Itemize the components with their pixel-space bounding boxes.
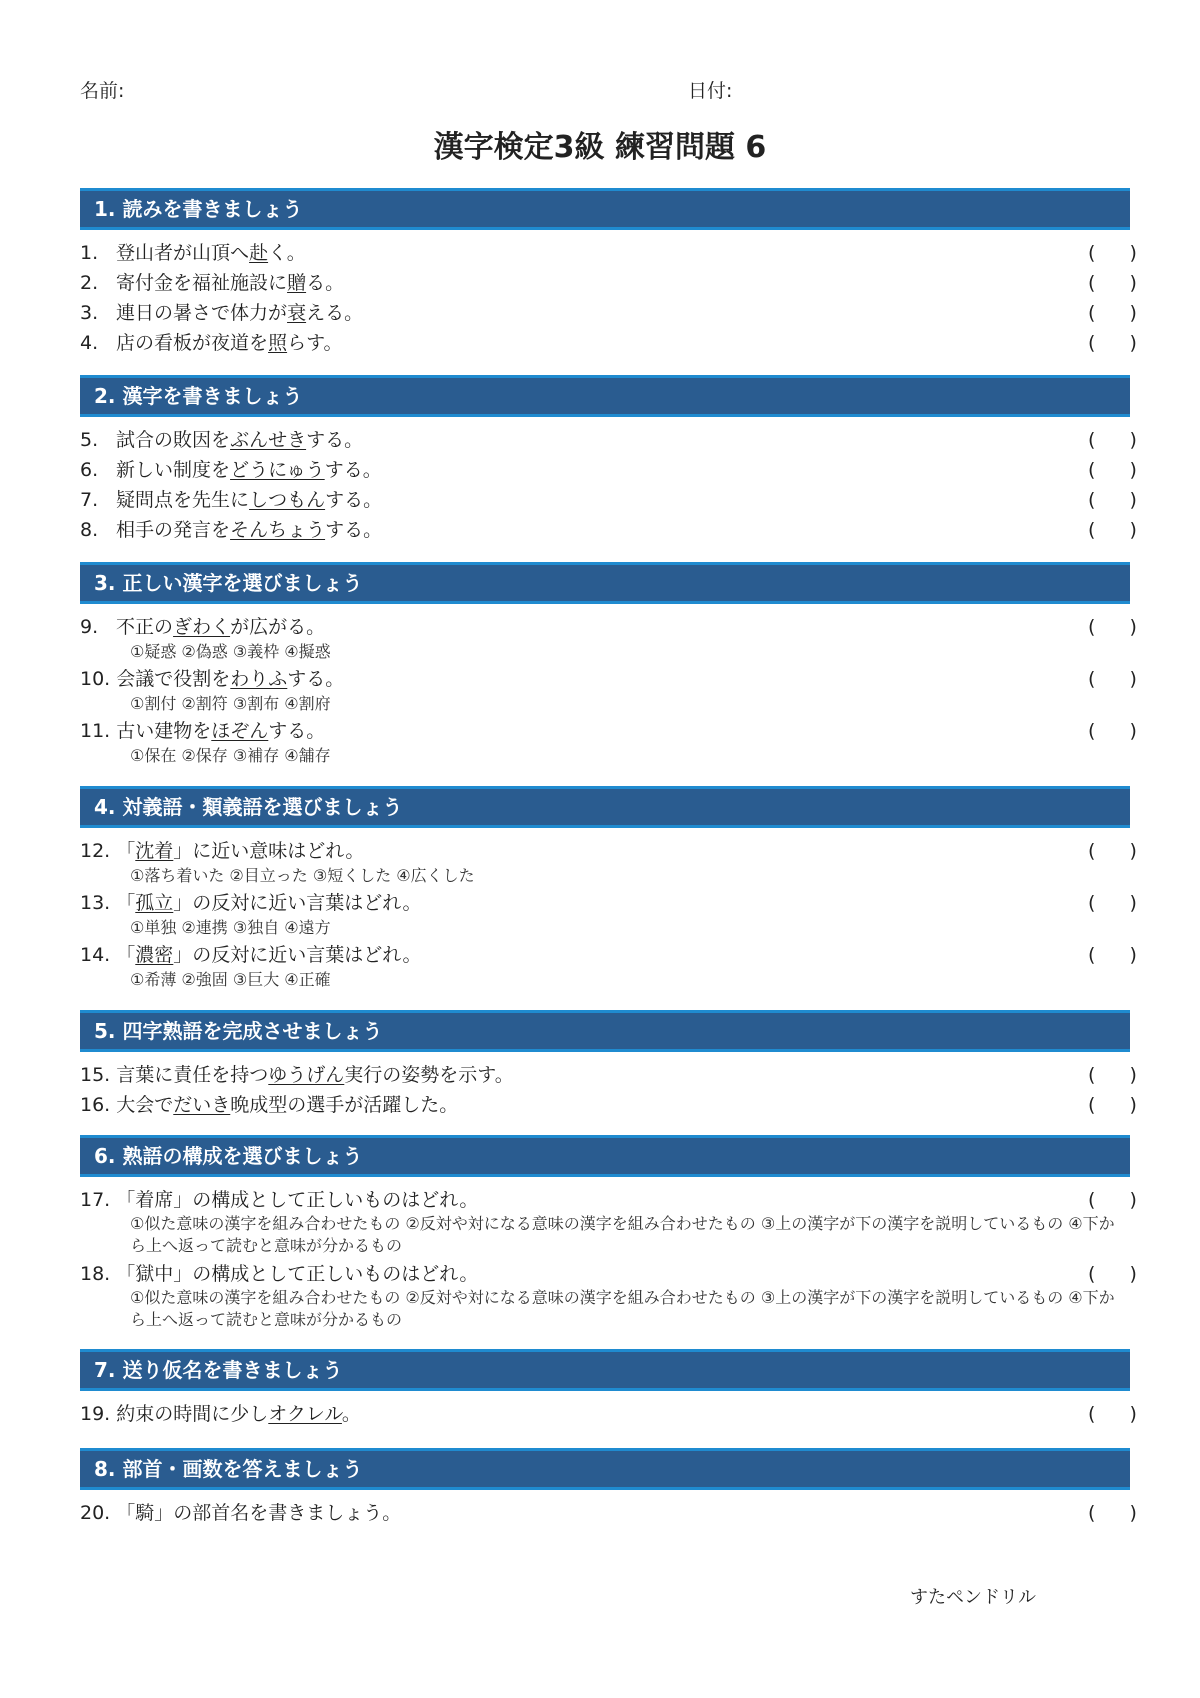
question-12: 12. 「沈着」に近い意味はどれ。 [80, 840, 365, 862]
target-word: どうにゅう [230, 459, 325, 481]
section-header-okurigana: 7. 送り仮名を書きましょう [80, 1349, 1130, 1391]
answer-box-11[interactable]: ( ) [1088, 720, 1151, 742]
answer-box-4[interactable]: ( ) [1088, 332, 1151, 354]
question-11: 11. 古い建物をほぞんする。 [80, 720, 326, 742]
answer-box-14[interactable]: ( ) [1088, 944, 1151, 966]
worksheet-title: 漢字検定3級 練習問題 6 [433, 130, 767, 165]
answer-box-9[interactable]: ( ) [1088, 616, 1151, 638]
answer-box-13[interactable]: ( ) [1088, 892, 1151, 914]
options-10: ①割付 ②割符 ③割布 ④割府 [130, 694, 331, 713]
answer-box-3[interactable]: ( ) [1088, 302, 1151, 324]
date-label: 日付: [688, 80, 733, 102]
question-15: 15. 言葉に責任を持つゆうげん実行の姿勢を示す。 [80, 1064, 514, 1086]
question-19: 19. 約束の時間に少しオクレル。 [80, 1403, 361, 1425]
answer-box-16[interactable]: ( ) [1088, 1094, 1151, 1116]
answer-box-19[interactable]: ( ) [1088, 1403, 1151, 1425]
options-13: ①単独 ②連携 ③独自 ④遠方 [130, 918, 331, 937]
footer-brand: すたペンドリル [910, 1587, 1036, 1608]
section-header-choose-kanji: 3. 正しい漢字を選びましょう [80, 562, 1130, 604]
answer-box-18[interactable]: ( ) [1088, 1263, 1151, 1285]
answer-box-2[interactable]: ( ) [1088, 272, 1151, 294]
section-header-reading: 1. 読みを書きましょう [80, 188, 1130, 230]
name-label: 名前: [80, 80, 125, 102]
target-word: ゆうげん [268, 1064, 345, 1086]
target-word: わりふ [230, 668, 288, 690]
options-18: ①似た意味の漢字を組み合わせたもの ②反対や対になる意味の漢字を組み合わせたもの ③上の漢字が下の漢字を説明しているもの ④下から上へ返って読むと意味が分かるもの [130, 1288, 1115, 1329]
target-word: 濃密 [135, 944, 174, 966]
answer-box-5[interactable]: ( ) [1088, 429, 1151, 451]
target-word: 赴 [249, 242, 269, 264]
answer-box-7[interactable]: ( ) [1088, 489, 1151, 511]
question-2: 2. 寄付金を福祉施設に贈る。 [80, 272, 345, 294]
question-3: 3. 連日の暑さで体力が衰える。 [80, 302, 364, 324]
question-13: 13. 「孤立」の反対に近い言葉はどれ。 [80, 892, 422, 914]
options-14: ①希薄 ②強固 ③巨大 ④正確 [130, 970, 331, 989]
section-header-radical: 8. 部首・画数を答えましょう [80, 1448, 1130, 1490]
target-word: だいき [173, 1094, 231, 1116]
target-word: 衰 [287, 302, 307, 324]
target-word: 孤立 [135, 892, 174, 914]
options-17: ①似た意味の漢字を組み合わせたもの ②反対や対になる意味の漢字を組み合わせたもの ③上の漢字が下の漢字を説明しているもの ④下から上へ返って読むと意味が分かるもの [130, 1214, 1115, 1255]
question-5: 5. 試合の敗因をぶんせきする。 [80, 429, 364, 451]
target-word: そんちょう [230, 519, 326, 541]
answer-box-8[interactable]: ( ) [1088, 519, 1151, 541]
target-word: 沈着 [135, 840, 174, 862]
target-word: しつもん [249, 489, 326, 511]
question-4: 4. 店の看板が夜道を照らす。 [80, 332, 343, 354]
question-9: 9. 不正のぎわくが広がる。 [80, 616, 326, 638]
options-12: ①落ち着いた ②目立った ③短くした ④広くした [130, 866, 475, 885]
section-header-antonyms: 4. 対義語・類義語を選びましょう [80, 786, 1130, 828]
target-word: ぶんせき [230, 429, 307, 451]
answer-box-12[interactable]: ( ) [1088, 840, 1151, 862]
section-header-yojijukugo: 5. 四字熟語を完成させましょう [80, 1010, 1130, 1052]
options-11: ①保在 ②保存 ③補存 ④舗存 [130, 746, 331, 765]
target-word: 贈 [287, 272, 307, 294]
answer-box-17[interactable]: ( ) [1088, 1189, 1151, 1211]
options-9: ①疑惑 ②偽惑 ③義枠 ④擬惑 [130, 642, 331, 661]
section-header-writing: 2. 漢字を書きましょう [80, 375, 1130, 417]
question-8: 8. 相手の発言をそんちょうする。 [80, 519, 383, 541]
target-word: ほぞん [211, 720, 269, 742]
question-18: 18. 「獄中」の構成として正しいものはどれ。 [80, 1263, 479, 1285]
answer-box-10[interactable]: ( ) [1088, 668, 1151, 690]
answer-box-6[interactable]: ( ) [1088, 459, 1151, 481]
question-1: 1. 登山者が山頂へ赴く。 [80, 242, 306, 264]
answer-box-1[interactable]: ( ) [1088, 242, 1151, 264]
target-word: ぎわく [173, 616, 231, 638]
question-10: 10. 会議で役割をわりふする。 [80, 668, 345, 690]
section-header-compound-structure: 6. 熟語の構成を選びましょう [80, 1135, 1130, 1177]
question-17: 17. 「着席」の構成として正しいものはどれ。 [80, 1189, 479, 1211]
question-6: 6. 新しい制度をどうにゅうする。 [80, 459, 382, 481]
question-7: 7. 疑問点を先生にしつもんする。 [80, 489, 383, 511]
question-16: 16. 大会でだいき晩成型の選手が活躍した。 [80, 1094, 459, 1116]
question-14: 14. 「濃密」の反対に近い言葉はどれ。 [80, 944, 422, 966]
target-word: オクレル [268, 1403, 342, 1425]
target-word: 照 [268, 332, 288, 354]
question-20: 20. 「騎」の部首名を書きましょう。 [80, 1502, 402, 1524]
answer-box-15[interactable]: ( ) [1088, 1064, 1151, 1086]
answer-box-20[interactable]: ( ) [1088, 1502, 1151, 1524]
